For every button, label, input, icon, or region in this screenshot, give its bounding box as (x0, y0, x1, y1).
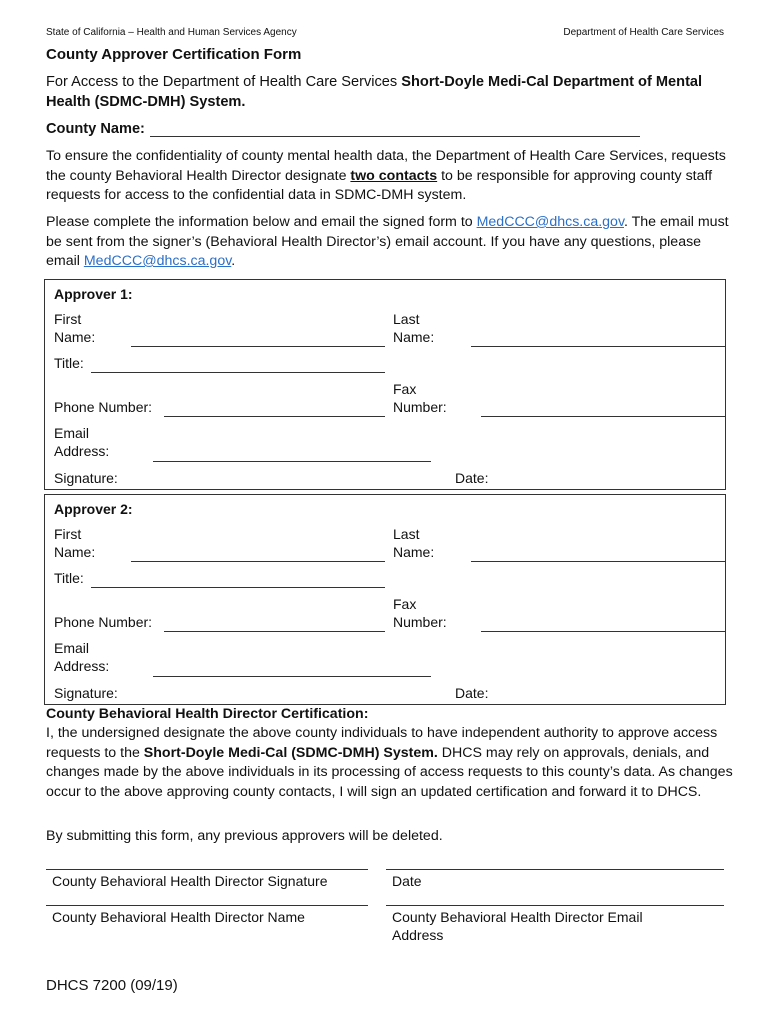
last-name-field[interactable] (471, 561, 725, 562)
email-label-line1: Email (54, 640, 90, 656)
county-name-field[interactable] (150, 136, 640, 137)
instructions-part2: . The email must be sent from the signer’s (Behavioral Health Director’s) email account. If you have any questions, please email (46, 214, 729, 269)
instructions-paragraph (46, 213, 736, 272)
approver-1-box (44, 279, 726, 490)
first-name-label-line2: Name: (54, 329, 96, 345)
last-name-label (393, 525, 434, 561)
notice-text: By submitting this form, any previous approvers will be deleted. (46, 828, 443, 844)
date-line[interactable] (386, 869, 724, 870)
last-name-label-line2: Name: (393, 329, 435, 345)
last-name-field[interactable] (471, 346, 725, 347)
last-name-label (393, 310, 434, 346)
title-label: Title: (54, 570, 84, 586)
first-name-label (54, 525, 95, 561)
director-signature-label: County Behavioral Health Director Signature (52, 873, 328, 889)
fax-field[interactable] (481, 416, 725, 417)
intro-lead: For Access to the Department of Health Care Services (46, 74, 402, 90)
certification-part2: DHCS may rely on approvals, denials, and changes made by the above individuals in its processing of access requests to this county’s data. As changes occur to the above approving county contacts, I will sign an updated certification and forward it to DHCS. (46, 744, 733, 800)
email-field[interactable] (153, 676, 431, 677)
director-name-label: County Behavioral Health Director Name (52, 909, 305, 925)
signature-label: Signature: (54, 470, 118, 486)
email-link[interactable]: MedCCC@dhcs.ca.gov (476, 214, 624, 230)
approver-heading: Approver 1: (54, 286, 133, 302)
first-name-label (54, 310, 95, 346)
first-name-label-line1: First (54, 311, 82, 327)
fax-label-line1: Fax (393, 381, 417, 397)
email-label-line2: Address: (54, 658, 110, 674)
certification-heading: County Behavioral Health Director Certification: (46, 706, 369, 722)
form-number: DHCS 7200 (09/19) (46, 977, 178, 994)
date-label: Date: (455, 685, 489, 701)
approver-heading: Approver 2: (54, 501, 133, 517)
certification-part1: I, the undersigned designate the above county individuals to have independent authority to approve access requests to the (46, 725, 718, 761)
email-field[interactable] (153, 461, 431, 462)
fax-label-line2: Number: (393, 614, 447, 630)
email-label (54, 424, 109, 460)
director-signature-line[interactable] (46, 869, 368, 870)
first-name-label-line1: First (54, 526, 82, 542)
approver-2-box (44, 494, 726, 705)
first-name-field[interactable] (131, 346, 385, 347)
title-field[interactable] (91, 372, 385, 373)
certification-system: Short-Doyle Medi-Cal (SDMC-DMH) System. (143, 744, 438, 761)
signature-label: Signature: (54, 685, 118, 701)
director-email-line[interactable] (386, 905, 724, 906)
certification-paragraph (46, 724, 736, 802)
date-label: Date: (455, 470, 489, 486)
department-header: Department of Health Care Services (563, 27, 724, 38)
phone-field[interactable] (164, 416, 385, 417)
email-label-line1: Email (54, 425, 90, 441)
email-link[interactable]: MedCCC@dhcs.ca.gov (83, 253, 232, 269)
email-label-line2: Address: (54, 443, 110, 459)
fax-label (393, 380, 447, 416)
director-name-line[interactable] (46, 905, 368, 906)
first-name-field[interactable] (131, 561, 385, 562)
fax-field[interactable] (481, 631, 725, 632)
two-contacts-emphasis: two contacts (350, 167, 438, 184)
phone-label: Phone Number: (54, 399, 153, 415)
fax-label-line2: Number: (393, 399, 447, 415)
last-name-label-line2: Name: (393, 544, 435, 560)
confidentiality-part1: To ensure the confidentiality of county mental health data, the Department of Health Care Services, requests the county Behavioral Health Director designate (46, 148, 726, 184)
instructions-part1: Please complete the information below and email the signed form to (46, 214, 477, 230)
director-date-label: Date (392, 873, 422, 889)
instructions-part3: . (231, 253, 236, 269)
confidentiality-paragraph (46, 147, 736, 206)
last-name-label-line1: Last (393, 526, 420, 542)
email-label (54, 639, 109, 675)
phone-field[interactable] (164, 631, 385, 632)
fax-label-line1: Fax (393, 596, 417, 612)
title-label: Title: (54, 355, 84, 371)
form-title: County Approver Certification Form (46, 46, 302, 63)
title-field[interactable] (91, 587, 385, 588)
agency-header: State of California – Health and Human Services Agency (46, 27, 297, 38)
director-email-label: County Behavioral Health Director Email Address (392, 909, 643, 943)
fax-label (393, 595, 447, 631)
phone-label: Phone Number: (54, 614, 153, 630)
intro-paragraph (46, 73, 736, 112)
first-name-label-line2: Name: (54, 544, 96, 560)
last-name-label-line1: Last (393, 311, 420, 327)
county-name-label: County Name: (46, 121, 145, 137)
confidentiality-part2: to be responsible for approving county staff requests for access to the confidential data in SDMC-DMH system. (46, 167, 713, 203)
intro-system: Short-Doyle Medi-Cal Department of Mental Health (SDMC-DMH) System. (46, 74, 703, 110)
